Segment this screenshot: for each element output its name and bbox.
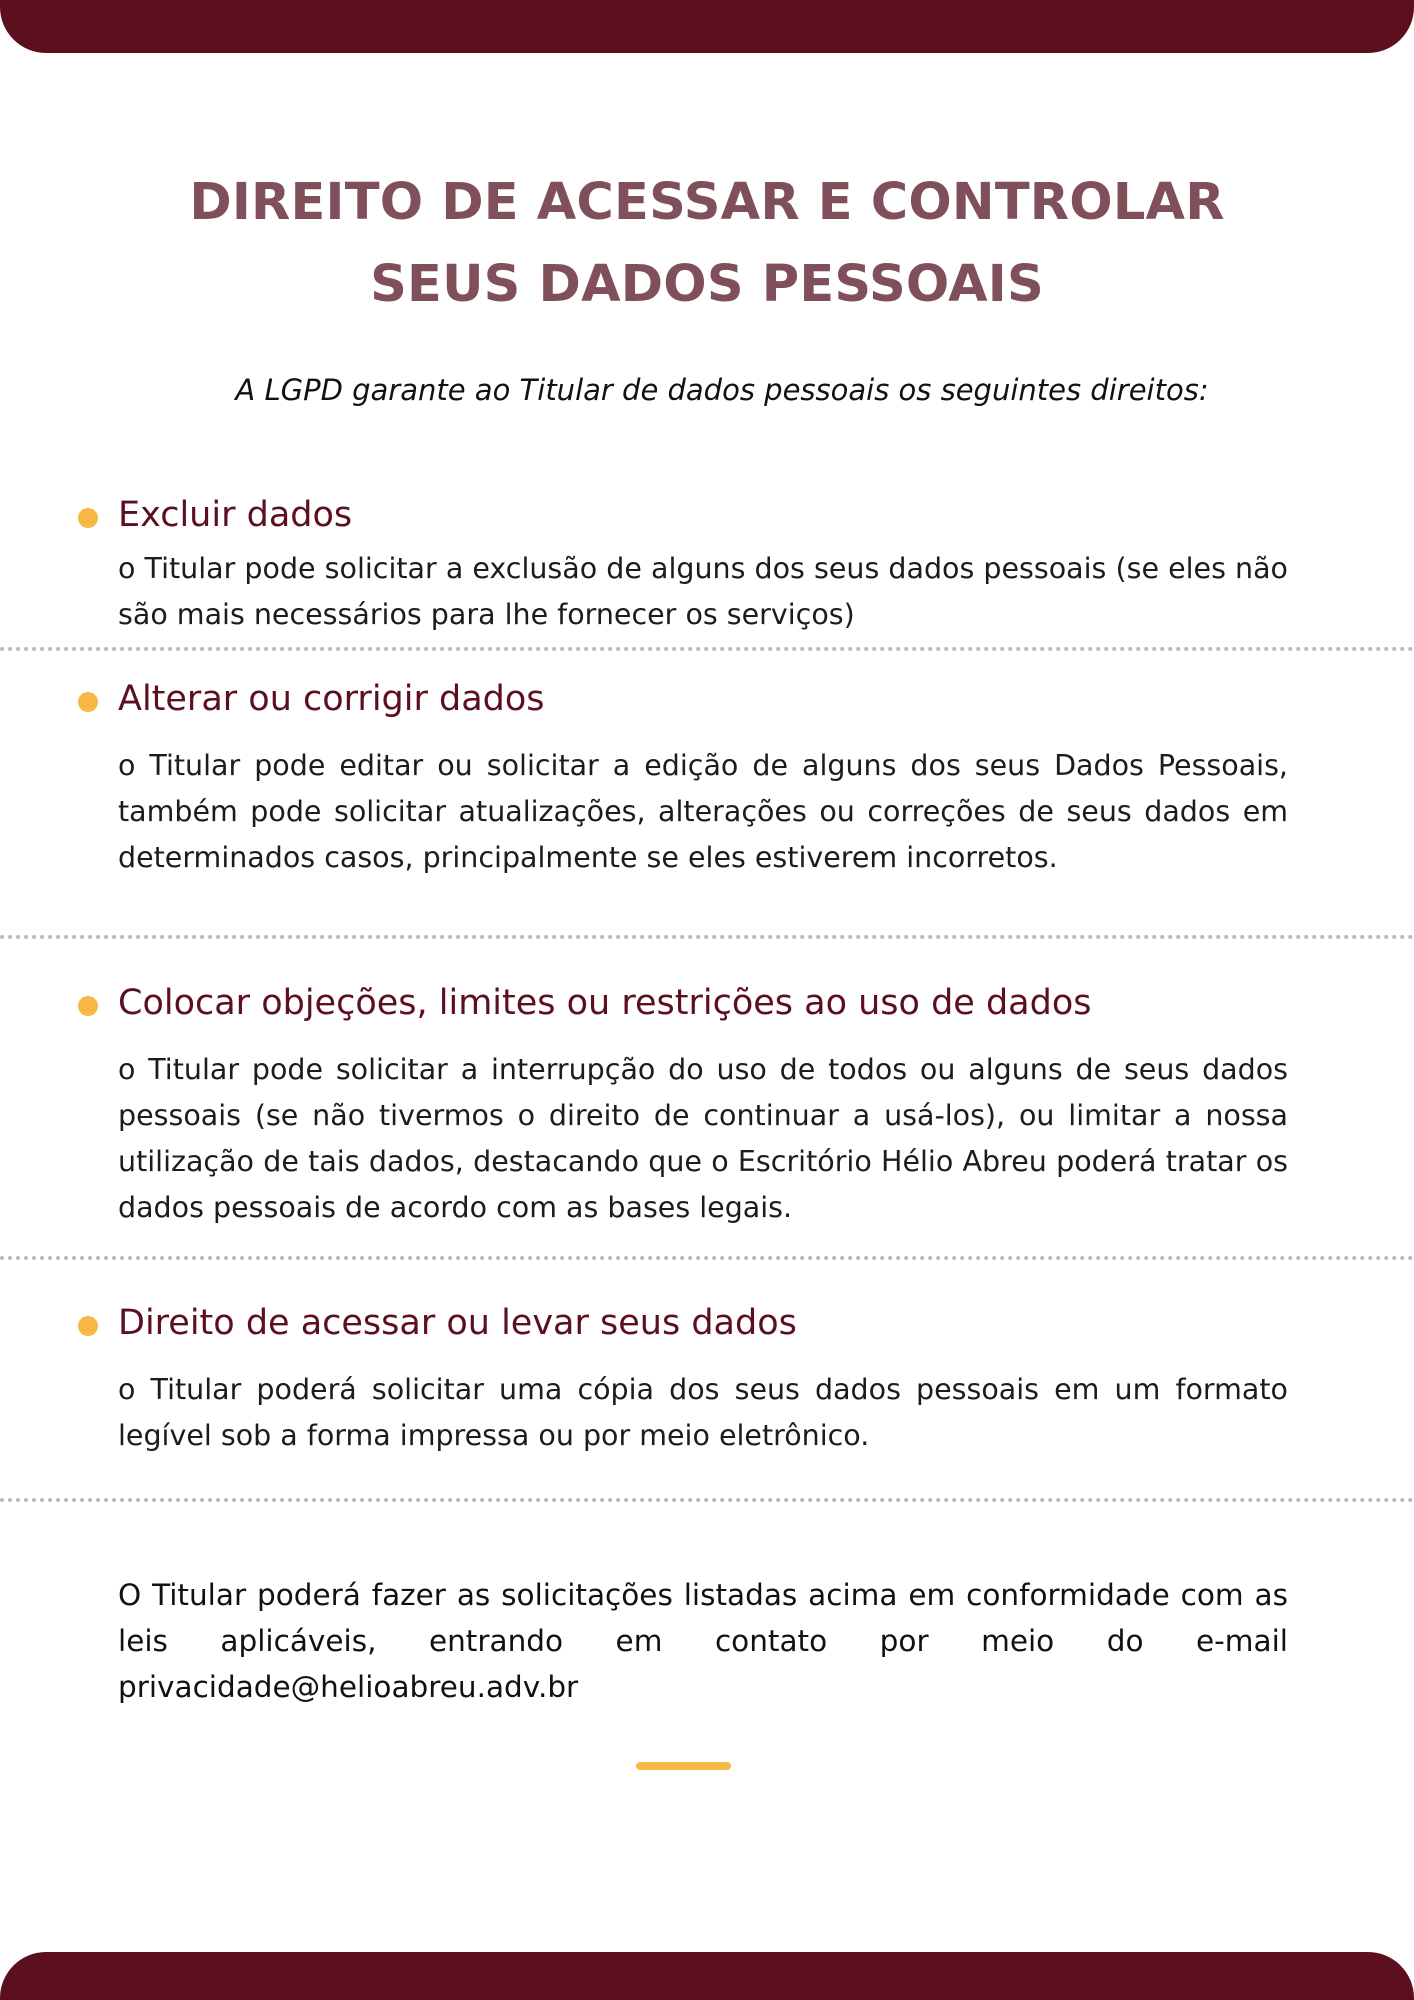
bottom-banner xyxy=(0,1952,1414,2000)
closing-text: O Titular poderá fazer as solicitações listadas acima em conformidade com as leis aplicáveis, entrando em contato por meio do e-mail xyxy=(118,1578,1288,1658)
right-description-acessar: o Titular poderá solicitar uma cópia dos seus dados pessoais em um formato legível sob a forma impressa ou por meio eletrônico. xyxy=(118,1373,1288,1452)
right-heading-excluir: Excluir dados xyxy=(118,495,353,535)
section-divider xyxy=(0,647,1414,651)
right-heading-alterar: Alterar ou corrigir dados xyxy=(118,679,545,719)
page-subtitle: A LGPD garante ao Titular de dados pessoais os seguintes direitos: xyxy=(235,373,1209,407)
closing-paragraph xyxy=(118,1572,1288,1710)
right-heading-objecoes: Colocar objeções, limites ou restrições ao uso de dados xyxy=(118,983,1092,1023)
right-description-objecoes: o Titular pode solicitar a interrupção do uso de todos ou alguns de seus dados pessoais (se não tivermos o direito de continuar a usá-los), ou limitar a nossa utilização de tais dados, destacando que o Escritório Hélio Abreu poderá tratar os dados pessoais de acordo com as bases legais. xyxy=(118,1053,1288,1224)
bullet-icon xyxy=(78,692,98,712)
contact-email-link[interactable]: privacidade@helioabreu.adv.br xyxy=(118,1670,579,1704)
section-divider xyxy=(0,935,1414,939)
right-description-excluir: o Titular pode solicitar a exclusão de alguns dos seus dados pessoais (se eles não são mais necessários para lhe fornecer os serviços) xyxy=(118,552,1288,631)
top-banner xyxy=(0,0,1414,53)
section-divider xyxy=(0,1256,1414,1260)
right-heading-acessar: Direito de acessar ou levar seus dados xyxy=(118,1303,797,1343)
bullet-icon xyxy=(78,1316,98,1336)
right-description-alterar: o Titular pode editar ou solicitar a edição de alguns dos seus Dados Pessoais, também pode solicitar atualizações, alterações ou correções de seus dados em determinados casos, principalmente se eles estiverem incorretos. xyxy=(118,749,1288,874)
section-divider xyxy=(0,1498,1414,1502)
page-title-line-1: DIREITO DE ACESSAR E CONTROLAR xyxy=(189,173,1225,232)
bullet-icon xyxy=(78,996,98,1016)
bullet-icon xyxy=(78,508,98,528)
page-title xyxy=(100,162,1314,326)
page-title-line-2: SEUS DADOS PESSOAIS xyxy=(370,255,1044,314)
accent-divider xyxy=(636,1762,731,1770)
